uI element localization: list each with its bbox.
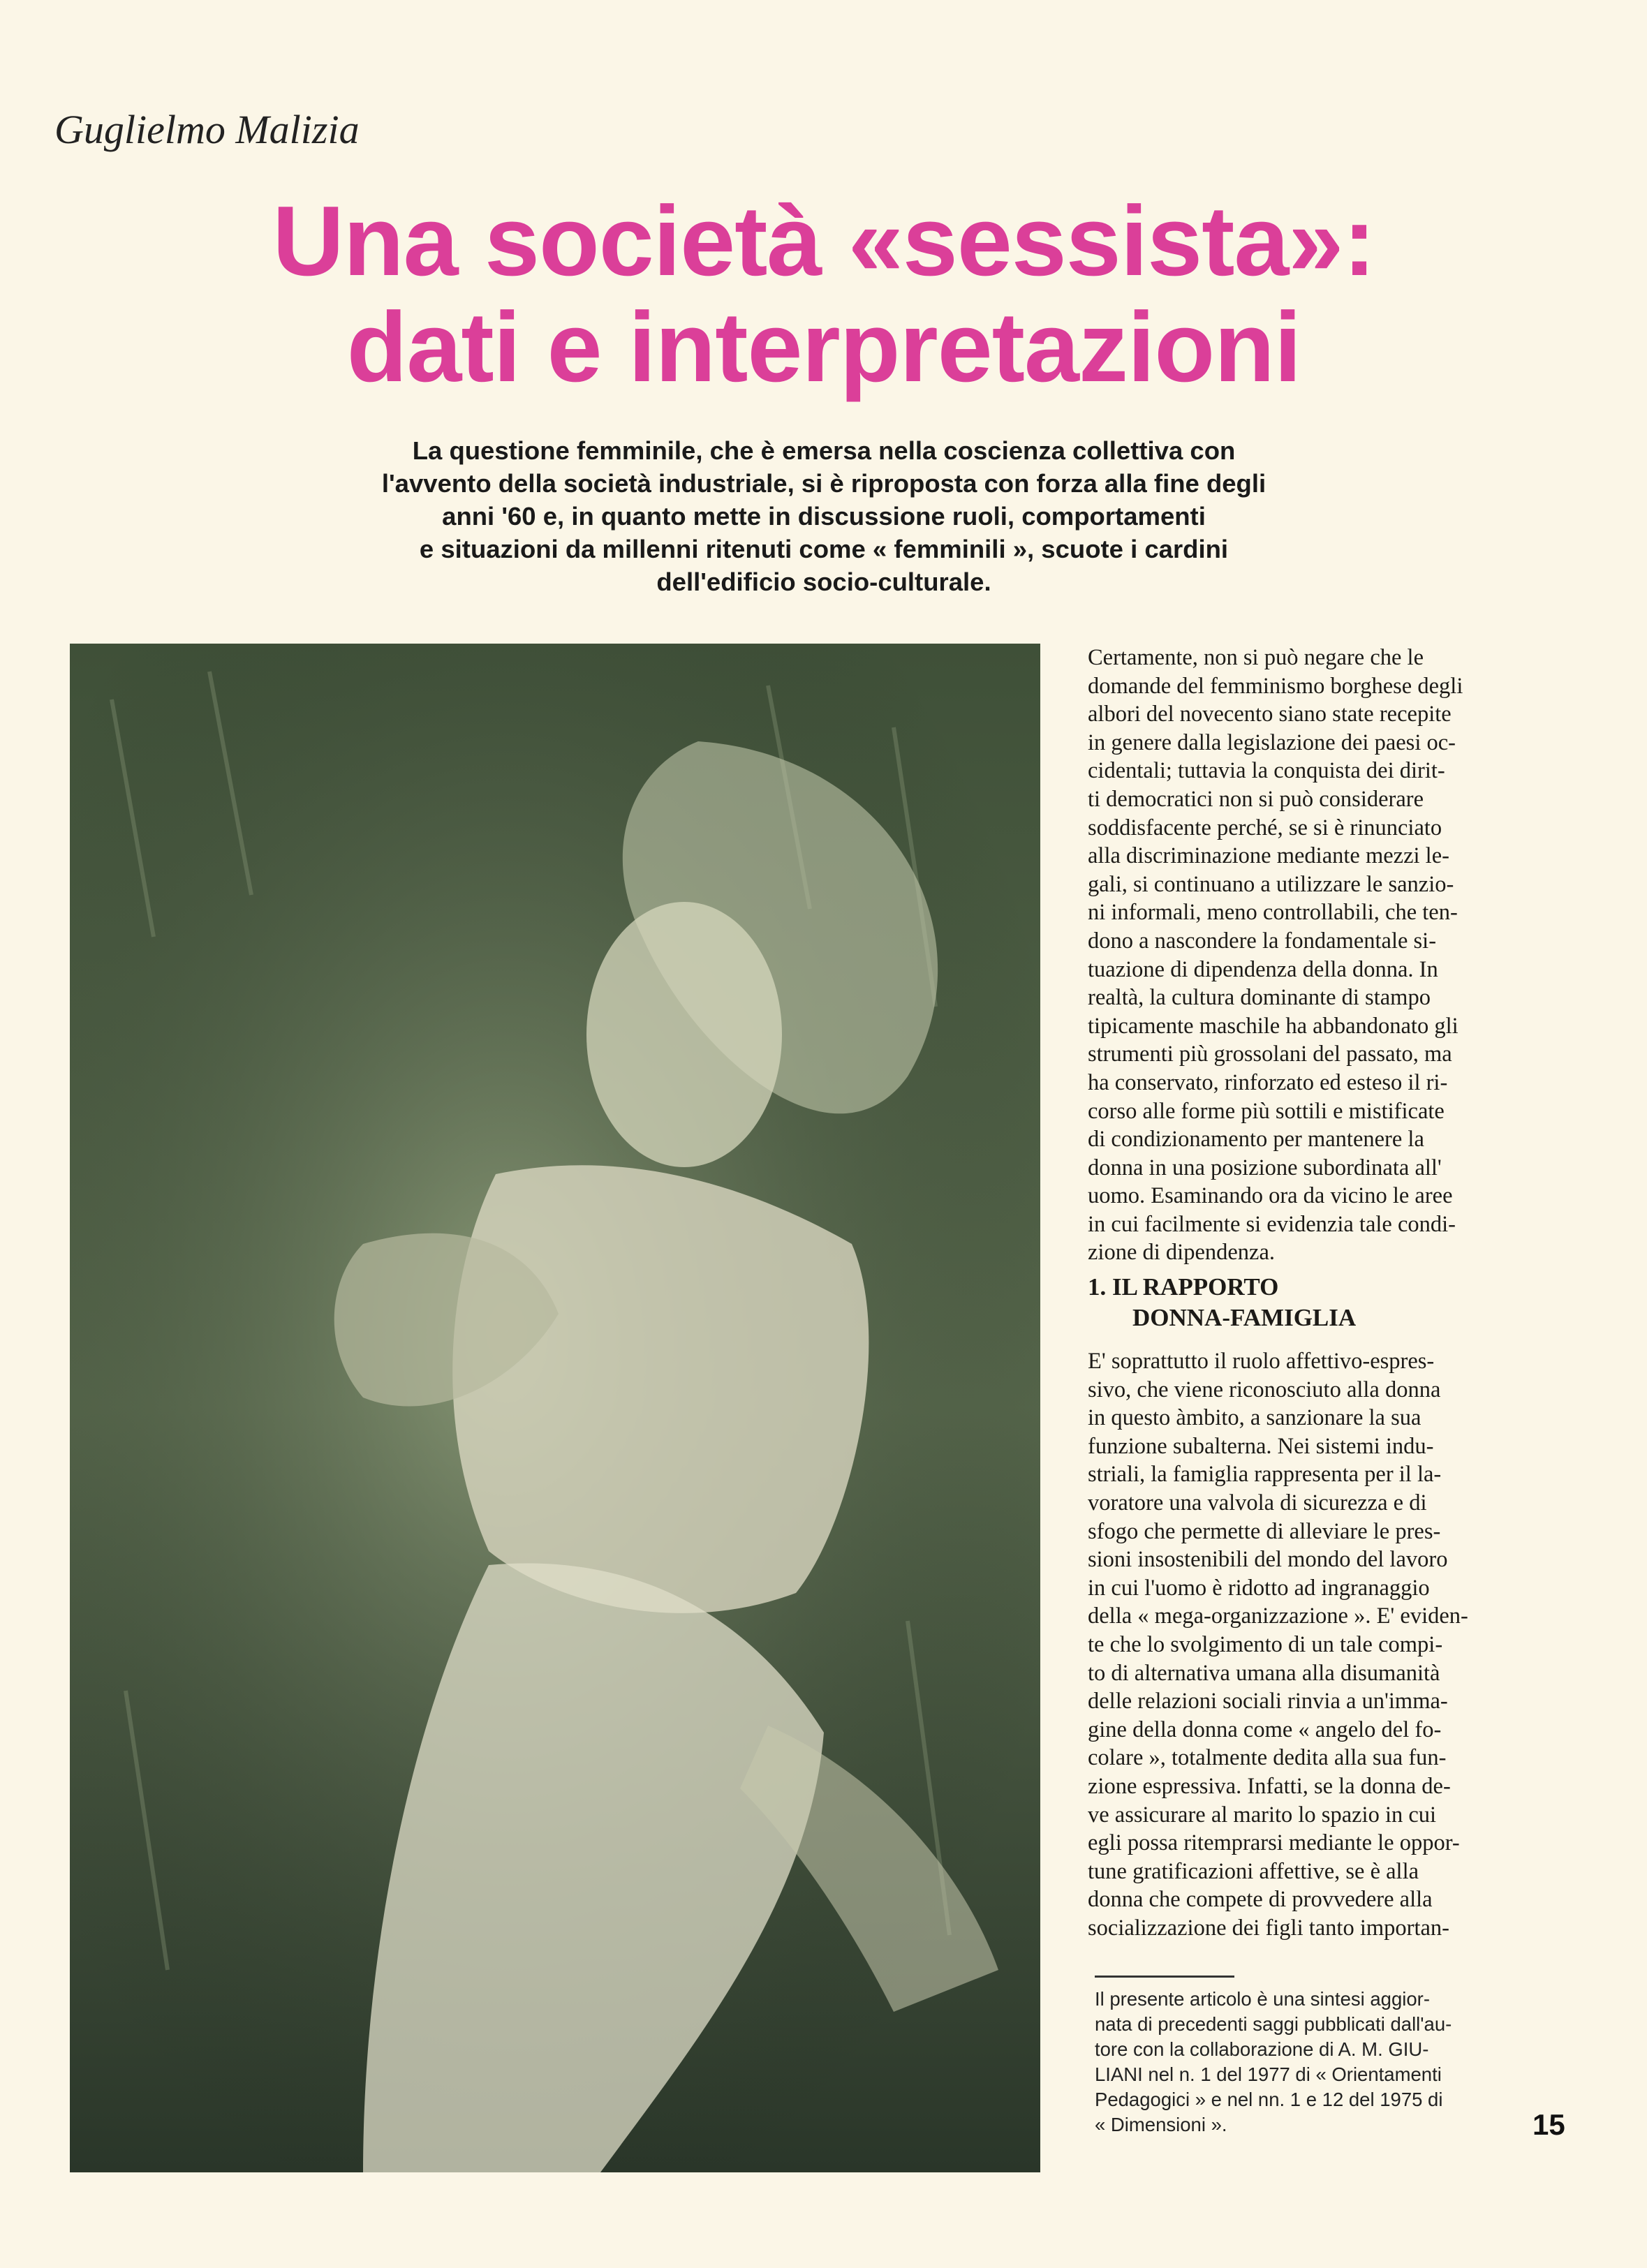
lead-line: La questione femminile, che è emersa nella coscienza collettiva con	[412, 436, 1236, 465]
body-line: sioni insostenibili del mondo del lavoro	[1088, 1547, 1448, 1573]
body-line: gali, si continuano a utilizzare le sanzio-	[1088, 871, 1454, 897]
body-line: colare », totalmente dedita alla sua fun-	[1088, 1745, 1447, 1771]
body-line: Certamente, non si può negare che le	[1088, 645, 1424, 670]
page-number: 15	[1532, 2108, 1565, 2141]
body-line: alla discriminazione mediante mezzi le-	[1088, 843, 1449, 869]
body-line: ti democratici non si può considerare	[1088, 786, 1424, 812]
footnote-line: tore con la collaborazione di A. M. GIU-	[1095, 2038, 1429, 2060]
body-line: in cui l'uomo è ridotto ad ingranaggio	[1088, 1575, 1430, 1601]
body-line: della « mega-organizzazione ». E' eviden-	[1088, 1603, 1468, 1629]
body-line: zione espressiva. Infatti, se la donna de-	[1088, 1773, 1451, 1799]
footnote-line: LIANI nel n. 1 del 1977 di « Orientamenti	[1095, 2063, 1442, 2085]
body-line: uomo. Esaminando ora da vicino le aree	[1088, 1183, 1453, 1209]
body-line: dono a nascondere la fondamentale si-	[1088, 928, 1437, 954]
body-line: cidentali; tuttavia la conquista dei dirit-	[1088, 758, 1445, 784]
lead-line: l'avvento della società industriale, si è riproposta con forza alla fine degli	[381, 469, 1266, 498]
body-line: corso alle forme più sottili e mistificate	[1088, 1098, 1445, 1124]
body-line: in questo àmbito, a sanzionare la sua	[1088, 1405, 1421, 1431]
body-line: E' soprattutto il ruolo affettivo-espres-	[1088, 1349, 1435, 1374]
section-heading-line-1: 1. IL RAPPORTO	[1088, 1273, 1279, 1300]
body-line: soddisfacente perché, se si è rinunciato	[1088, 815, 1442, 840]
article-title-line-2: dati e interpretazioni	[346, 292, 1301, 403]
body-line: to di alternativa umana alla disumanità	[1088, 1660, 1440, 1686]
body-line: delle relazioni sociali rinvia a un'imma-	[1088, 1689, 1448, 1714]
footnote	[1095, 1987, 1583, 2137]
section-heading-line-2: DONNA-FAMIGLIA	[1132, 1304, 1357, 1331]
footnote-line: Il presente articolo è una sintesi aggior-	[1095, 1988, 1430, 2010]
body-line: realtà, la cultura dominante di stampo	[1088, 985, 1431, 1011]
body-line: albori del novecento siano state recepite	[1088, 702, 1452, 727]
article-title	[56, 188, 1592, 401]
body-line: in cui facilmente si evidenzia tale condi-	[1088, 1211, 1456, 1237]
photo-woman-running-icon	[70, 644, 1040, 2172]
body-line: gine della donna come « angelo del fo-	[1088, 1717, 1442, 1742]
body-line: sivo, che viene riconosciuto alla donna	[1088, 1377, 1441, 1402]
body-line: egli possa ritemprarsi mediante le oppor-	[1088, 1830, 1460, 1856]
lead-line: dell'edificio socio-culturale.	[656, 568, 991, 596]
body-line: donna che compete di provvedere alla	[1088, 1887, 1433, 1913]
body-line: tipicamente maschile ha abbandonato gli	[1088, 1013, 1458, 1039]
body-line: donna in una posizione subordinata all'	[1088, 1155, 1442, 1180]
footnote-divider	[1095, 1976, 1234, 1978]
body-line: tune gratificazioni affettive, se è alla	[1088, 1858, 1419, 1884]
body-line: strumenti più grossolani del passato, ma	[1088, 1042, 1452, 1067]
body-line: domande del femminismo borghese degli	[1088, 673, 1463, 699]
body-line: funzione subalterna. Nei sistemi indu-	[1088, 1433, 1434, 1459]
author-name: Guglielmo Malizia	[54, 107, 360, 152]
body-line: ni informali, meno controllabili, che ten-	[1088, 900, 1458, 926]
body-line: socializzazione dei figli tanto importan-	[1088, 1915, 1450, 1941]
body-line: sfogo che permette di alleviare le pres-	[1088, 1518, 1441, 1544]
body-line: te che lo svolgimento di un tale compi-	[1088, 1631, 1443, 1657]
body-column-section-1	[1088, 1347, 1576, 1942]
body-line: tuazione di dipendenza della donna. In	[1088, 956, 1438, 982]
footnote-line: « Dimensioni ».	[1095, 2114, 1227, 2135]
footnote-line: nata di precedenti saggi pubblicati dall'au-	[1095, 2013, 1452, 2035]
body-column-intro	[1088, 644, 1576, 1267]
body-line: voratore una valvola di sicurezza e di	[1088, 1490, 1427, 1515]
article-title-line-1: Una società «sessista»:	[272, 186, 1375, 297]
body-line: zione di dipendenza.	[1088, 1240, 1276, 1266]
lead-line: e situazioni da millenni ritenuti come « femminili », scuote i cardini	[419, 535, 1229, 563]
body-line: striali, la famiglia rappresenta per il la-	[1088, 1462, 1442, 1488]
body-line: in genere dalla legislazione dei paesi oc-	[1088, 729, 1456, 755]
body-line: ha conservato, rinforzato ed esteso il ri-	[1088, 1069, 1448, 1095]
section-heading	[1088, 1272, 1356, 1333]
body-line: di condizionamento per mantenere la	[1088, 1127, 1424, 1152]
lead-paragraph	[209, 434, 1438, 598]
lead-line: anni '60 e, in quanto mette in discussione ruoli, comportamenti	[442, 502, 1206, 531]
body-line: ve assicurare al marito lo spazio in cui	[1088, 1802, 1437, 1828]
footnote-line: Pedagogici » e nel nn. 1 e 12 del 1975 di	[1095, 2089, 1443, 2110]
